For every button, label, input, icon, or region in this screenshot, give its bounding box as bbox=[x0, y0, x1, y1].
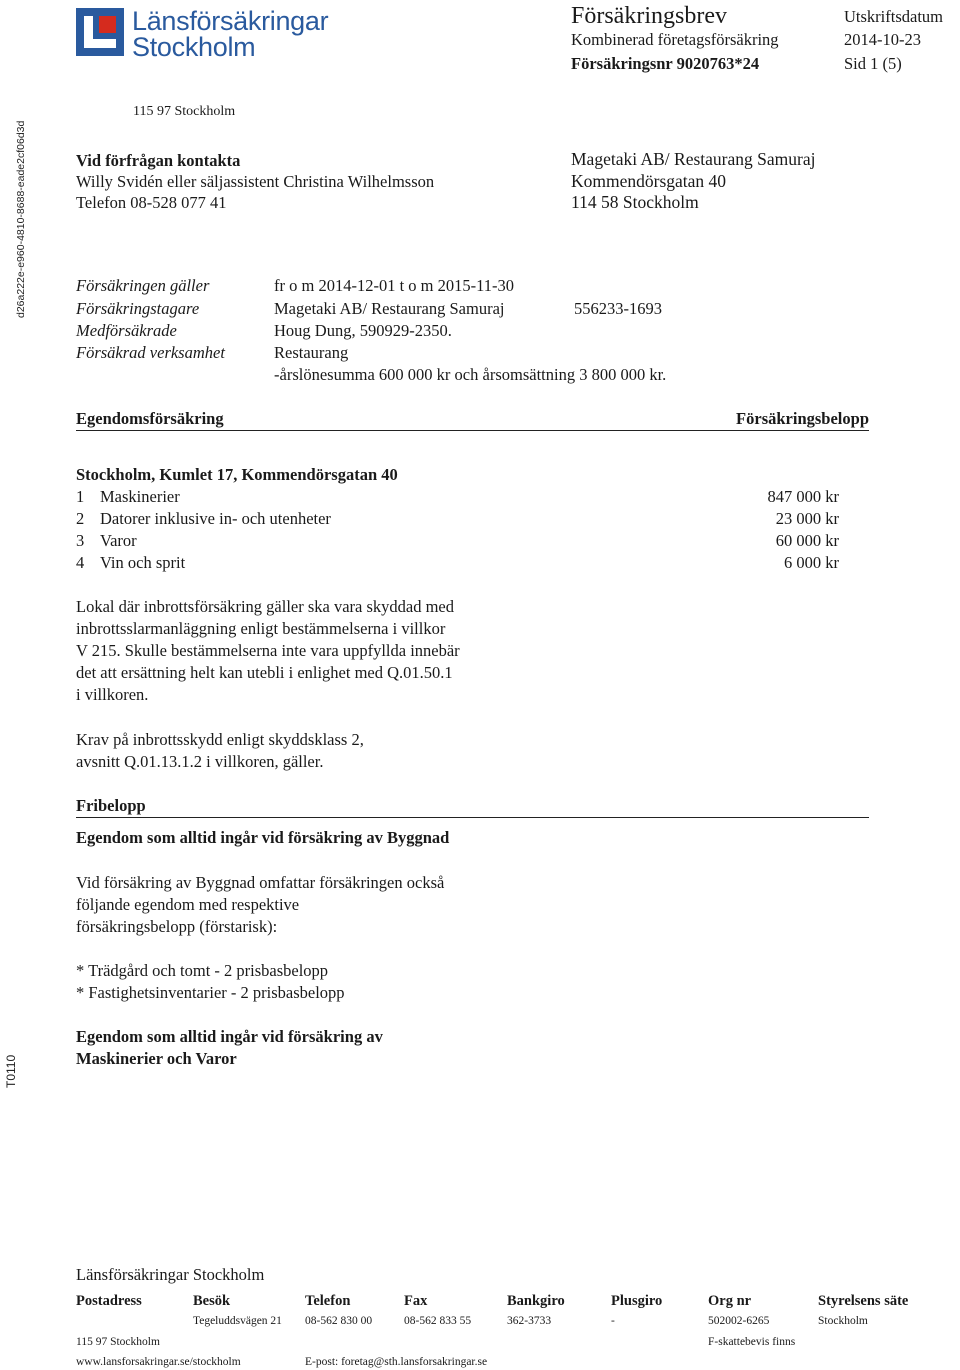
paragraph-line: följande egendom med respektive bbox=[76, 895, 300, 914]
paragraph-line: avsnitt Q.01.13.1.2 i villkoren, gäller. bbox=[76, 752, 324, 771]
list-item: * Fastighetsinventarier - 2 prisbasbelopp bbox=[76, 983, 345, 1002]
item-description: Varor bbox=[100, 531, 137, 550]
paragraph-line: Lokal där inbrottsförsäkring gäller ska vara skyddad med bbox=[76, 597, 455, 616]
policy-type: Kombinerad företagsförsäkring bbox=[571, 30, 779, 49]
item-amount: 23 000 kr bbox=[775, 509, 839, 528]
footer-header-seat: Styrelsens säte bbox=[818, 1293, 909, 1309]
paragraph-line: Vid försäkring av Byggnad omfattar försäkringen också bbox=[76, 873, 445, 892]
item-description: Datorer inklusive in- och utenheter bbox=[100, 509, 331, 528]
paragraph-line: V 215. Skulle bestämmelserna inte vara uppfyllda innebär bbox=[76, 641, 460, 660]
form-code: T0110 bbox=[4, 1054, 18, 1088]
recipient-street: Kommendörsgatan 40 bbox=[571, 171, 727, 191]
paragraph-line: det att ersättning helt kan utebli i enlighet med Q.01.50.1 bbox=[76, 663, 453, 682]
paragraph-line: Krav på inbrottsskydd enligt skyddsklass 2, bbox=[76, 730, 364, 749]
list-item bbox=[76, 486, 869, 508]
item-number: 3 bbox=[76, 531, 85, 550]
machinery-subheading: Egendom som alltid ingår vid försäkring av bbox=[76, 1027, 383, 1046]
company-logo bbox=[76, 6, 346, 62]
footer-fax: 08-562 833 55 bbox=[404, 1315, 472, 1327]
contact-phone: Telefon 08-528 077 41 bbox=[76, 193, 227, 212]
item-number: 1 bbox=[76, 487, 85, 506]
property-section-title: Egendomsförsäkring bbox=[76, 409, 224, 428]
footer-seat: Stockholm bbox=[818, 1315, 868, 1327]
footer-visit: Tegeluddsvägen 21 bbox=[193, 1315, 282, 1327]
paragraph-line: försäkringsbelopp (förstarisk): bbox=[76, 917, 278, 936]
sender-address: 115 97 Stockholm bbox=[133, 104, 236, 119]
logo-mark-icon bbox=[76, 8, 124, 56]
document-title: Försäkringsbrev bbox=[571, 3, 727, 29]
deductible-section-header bbox=[76, 796, 869, 818]
item-number: 2 bbox=[76, 509, 85, 528]
contact-heading: Vid förfrågan kontakta bbox=[76, 151, 241, 170]
business-label: Försäkrad verksamhet bbox=[76, 343, 225, 362]
business-value: Restaurang bbox=[274, 343, 349, 362]
footer-header-postal: Postadress bbox=[76, 1293, 142, 1309]
machinery-subheading-cont: Maskinerier och Varor bbox=[76, 1049, 237, 1068]
item-description: Maskinerier bbox=[100, 487, 180, 506]
paragraph-line: i villkoren. bbox=[76, 685, 149, 704]
contact-line: Willy Svidén eller säljassistent Christina Wilhelmsson bbox=[76, 172, 435, 191]
footer-header-visit: Besök bbox=[193, 1293, 231, 1309]
business-note: -årslönesumma 600 000 kr och årsomsättning 3 800 000 kr. bbox=[274, 365, 667, 384]
logo-text-line1: Länsförsäkringar bbox=[132, 6, 329, 36]
amount-header: Försäkringsbelopp bbox=[736, 409, 869, 428]
document-id: d26a222e-e960-4810-8688-eade2cf06d3d bbox=[15, 120, 27, 318]
recipient-name: Magetaki AB/ Restaurang Samuraj bbox=[571, 149, 816, 169]
list-item bbox=[76, 552, 869, 574]
property-section-header bbox=[76, 409, 869, 431]
validity-label: Försäkringen gäller bbox=[76, 276, 210, 295]
footer-header-orgno: Org nr bbox=[708, 1293, 752, 1309]
page-number: Sid 1 (5) bbox=[844, 54, 902, 73]
footer-header-fax: Fax bbox=[404, 1293, 428, 1309]
list-item bbox=[76, 530, 869, 552]
holder-value: Magetaki AB/ Restaurang Samuraj bbox=[274, 299, 505, 318]
coinsured-value: Houg Dung, 590929-2350. bbox=[274, 321, 452, 340]
footer-company: Länsförsäkringar Stockholm bbox=[76, 1265, 265, 1284]
coinsured-label: Medförsäkrade bbox=[76, 321, 177, 340]
footer-plusgiro: - bbox=[611, 1315, 615, 1327]
item-number: 4 bbox=[76, 553, 85, 572]
logo-text-line2: Stockholm bbox=[132, 32, 256, 62]
paragraph-line: inbrottsslarmanläggning enligt bestämmelserna i villkor bbox=[76, 619, 446, 638]
list-item bbox=[76, 508, 869, 530]
item-amount: 847 000 kr bbox=[767, 487, 839, 506]
recipient-city: 114 58 Stockholm bbox=[571, 192, 699, 212]
deductible-subheading: Egendom som alltid ingår vid försäkring av Byggnad bbox=[76, 828, 450, 847]
item-amount: 6 000 kr bbox=[784, 553, 839, 572]
print-date: 2014-10-23 bbox=[844, 30, 921, 49]
footer-header-phone: Telefon bbox=[305, 1293, 351, 1309]
footer-header-plusgiro: Plusgiro bbox=[611, 1293, 663, 1309]
policy-number: Försäkringsnr 9020763*24 bbox=[571, 54, 760, 73]
footer-bankgiro: 362-3733 bbox=[507, 1315, 552, 1327]
item-description: Vin och sprit bbox=[100, 553, 186, 572]
footer-web-link[interactable]: www.lansforsakringar.se/stockholm bbox=[76, 1356, 241, 1368]
footer-orgno: 502002-6265 bbox=[708, 1315, 770, 1327]
item-amount: 60 000 kr bbox=[775, 531, 839, 550]
footer-postal: 115 97 Stockholm bbox=[76, 1336, 160, 1348]
footer-tax: F-skattebevis finns bbox=[708, 1336, 796, 1348]
holder-label: Försäkringstagare bbox=[76, 299, 200, 318]
deductible-section-title: Fribelopp bbox=[76, 796, 146, 815]
print-date-label: Utskriftsdatum bbox=[844, 7, 943, 26]
footer-phone: 08-562 830 00 bbox=[305, 1315, 373, 1327]
footer-email-link[interactable]: E-post: foretag@sth.lansforsakringar.se bbox=[305, 1356, 488, 1368]
validity-value: fr o m 2014-12-01 t o m 2015-11-30 bbox=[274, 276, 514, 295]
footer-header-bankgiro: Bankgiro bbox=[507, 1293, 565, 1309]
holder-orgno: 556233-1693 bbox=[574, 299, 662, 318]
location-heading: Stockholm, Kumlet 17, Kommendörsgatan 40 bbox=[76, 465, 398, 484]
list-item: * Trädgård och tomt - 2 prisbasbelopp bbox=[76, 961, 329, 980]
